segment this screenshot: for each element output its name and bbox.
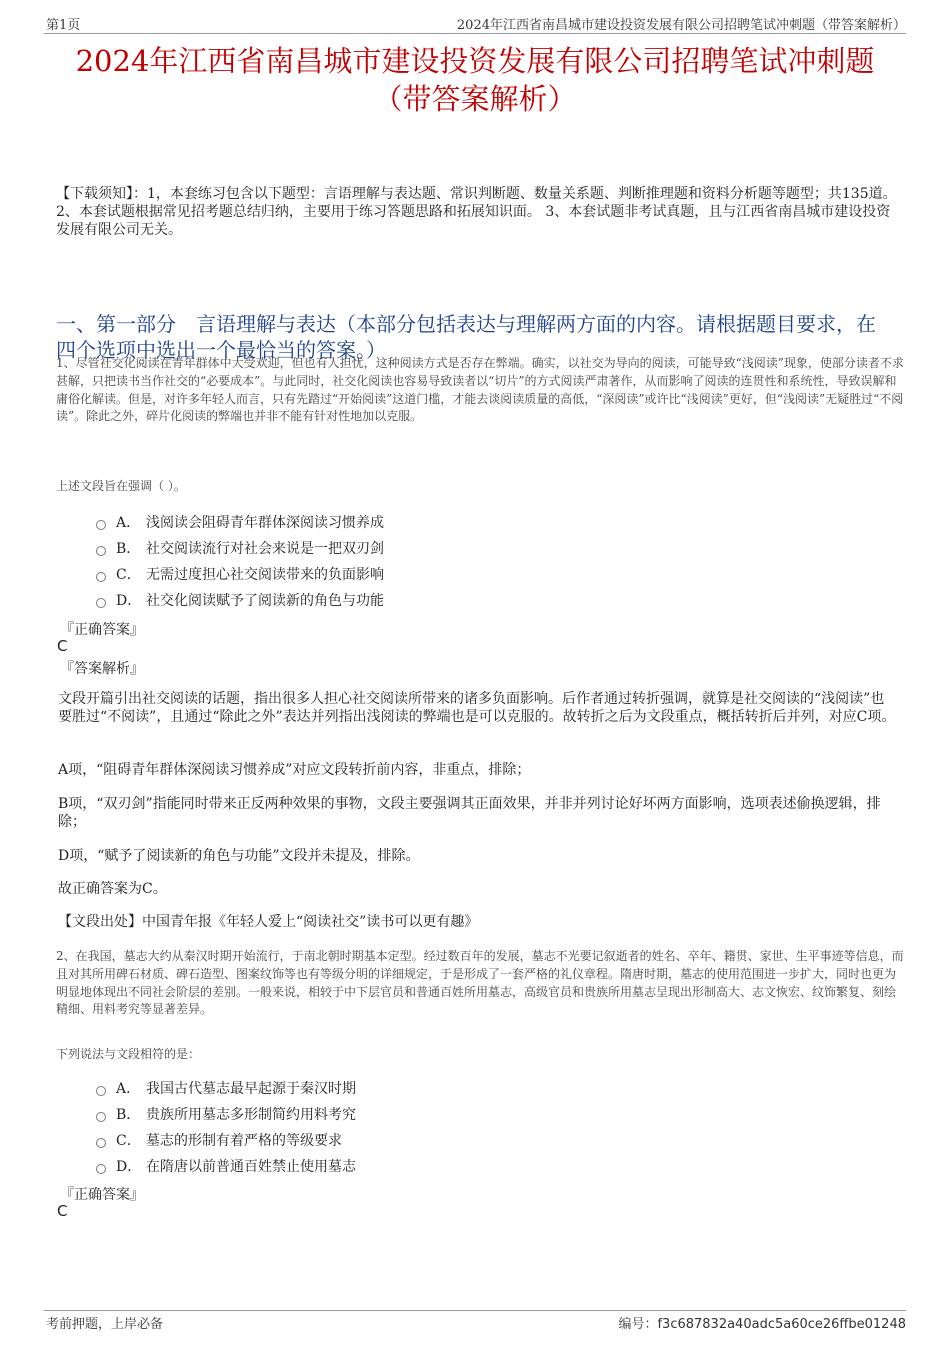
- option-letter: C．: [116, 567, 141, 583]
- radio-icon[interactable]: [96, 1086, 106, 1096]
- footer-divider: [44, 1310, 906, 1311]
- option-letter: B．: [116, 1107, 141, 1123]
- option-d[interactable]: [96, 1153, 596, 1179]
- document-code: [618, 1313, 906, 1332]
- radio-icon[interactable]: [96, 520, 106, 530]
- option-text: 在隋唐以前普通百姓禁止使用墓志: [146, 1159, 356, 1175]
- option-a[interactable]: [96, 509, 596, 535]
- correct-answer: C: [57, 1202, 68, 1220]
- radio-icon[interactable]: [96, 1112, 106, 1122]
- option-text: 社交阅读流行对社会来说是一把双刃剑: [146, 541, 384, 557]
- option-letter: D．: [116, 593, 142, 609]
- radio-icon[interactable]: [96, 1138, 106, 1148]
- option-text: 我国古代墓志最早起源于秦汉时期: [146, 1081, 356, 1097]
- option-text: 浅阅读会阻碍青年群体深阅读习惯养成: [146, 515, 384, 531]
- radio-icon[interactable]: [96, 572, 106, 582]
- analysis-label: 『答案解析』: [60, 661, 144, 677]
- header-divider: [44, 33, 906, 34]
- option-d[interactable]: [96, 587, 596, 613]
- code-label: 编号：: [618, 1317, 658, 1332]
- option-c[interactable]: [96, 1127, 596, 1153]
- question-2-prompt: 下列说法与文段相符的是：: [56, 1047, 201, 1061]
- title-line-2: （带答案解析）: [373, 82, 577, 116]
- analysis-paragraph: 文段开篇引出社交阅读的话题，指出很多人担心社交阅读所带来的诸多负面影响。后作者通过转折强调，就算是社交阅读的“浅阅读”也要胜过“不阅读”，且通过“除此之外”表达并列指出浅阅读的弊端也是可以克服的。故转折之后为文段重点，概括转折后并列，对应C项。: [58, 691, 896, 725]
- analysis-paragraph: A项，“阻碍青年群体深阅读习惯养成”对应文段转折前内容，非重点，排除；: [58, 762, 531, 778]
- option-a[interactable]: [96, 1075, 596, 1101]
- page-number: 第1页: [46, 18, 81, 33]
- option-text: 贵族所用墓志多形制简约用料考究: [146, 1107, 356, 1123]
- question-1-prompt: 上述文段旨在强调（ ）。: [56, 479, 186, 493]
- option-text: 墓志的形制有着严格的等级要求: [146, 1133, 342, 1149]
- option-b[interactable]: [96, 1101, 596, 1127]
- option-text: 社交化阅读赋予了阅读新的角色与功能: [146, 593, 384, 609]
- download-notice: 【下载须知】：1，本套练习包含以下题型：言语理解与表达题、常识判断题、数量关系题、判断推理题和资料分析题等题型；共135道。 2、本套试题根据常见招考题总结归纳，主要用于练习答题思路和拓展知识面。 3、本套试题非考试真题，且与江西省南昌城市建设投资发展有限公司无关。: [56, 186, 897, 238]
- option-letter: A．: [116, 515, 141, 531]
- analysis-paragraph: B项，“双刃剑”指能同时带来正反两种效果的事物，文段主要强调其正面效果，并非并列讨论好坏两方面影响，选项表述偷换逻辑，排除；: [58, 796, 881, 830]
- option-letter: C．: [116, 1133, 141, 1149]
- code-value: f3c687832a40adc5a60ce26ffbe01248: [657, 1317, 906, 1332]
- title-line-1: 2024年江西省南昌城市建设投资发展有限公司招聘笔试冲刺题: [75, 44, 875, 78]
- analysis-paragraph: 故正确答案为C。: [58, 881, 167, 897]
- question-1-text: 1、尽管社交化阅读在青年群体中大受欢迎，但也有人担忧，这种阅读方式是否存在弊端。确实，以社交为导向的阅读，可能导致“浅阅读”现象，使部分读者不求甚解，只把读书当作社交的“必要成本”。与此同时，社交化阅读也容易导致读者以“切片”的方式阅读严肃著作，从而影响了阅读的连贯性和系统性，导致误解和庸俗化解读。但是，对许多年轻人而言，只有先踏过“开始阅读”这道门槛，才能去谈阅读质量的高低，“深阅读”或许比“浅阅读”更好，但“浅阅读”无疑胜过“不阅读”。除此之外，碎片化阅读的弊端也并非不能有针对性地加以克服。: [56, 356, 904, 424]
- header-doc-title: 2024年江西省南昌城市建设投资发展有限公司招聘笔试冲刺题（带答案解析）: [456, 18, 906, 33]
- page-title: [40, 42, 910, 118]
- option-c[interactable]: [96, 561, 596, 587]
- option-letter: D．: [116, 1159, 142, 1175]
- radio-icon[interactable]: [96, 598, 106, 608]
- radio-icon[interactable]: [96, 1164, 106, 1174]
- option-letter: A．: [116, 1081, 141, 1097]
- option-text: 无需过度担心社交阅读带来的负面影响: [146, 567, 384, 583]
- correct-answer-label: 『正确答案』: [60, 1187, 144, 1203]
- radio-icon[interactable]: [96, 546, 106, 556]
- question-2-text: 2、在我国，墓志大约从秦汉时期开始流行，于南北朝时期基本定型。经过数百年的发展，墓志不光要记叙逝者的姓名、卒年、籍贯、家世、生平事迹等信息，而且对其所用碑石材质、碑石造型、图案纹饰等也有等级分明的详细规定，于是形成了一套严格的礼仪章程。隋唐时期，墓志的使用范围进一步扩大，同时也更为明显地体现出不同社会阶层的差别。一般来说，相较于中下层官员和普通百姓所用墓志，高级官员和贵族所用墓志呈现出形制高大、志文恢宏、纹饰繁复、刻绘精细、用料考究等显著差异。: [56, 949, 904, 1017]
- correct-answer: C: [57, 637, 68, 655]
- option-b[interactable]: [96, 535, 596, 561]
- option-letter: B．: [116, 541, 141, 557]
- section-title: 一、第一部分 言语理解与表达（本部分包括表达与理解两方面的内容。请根据题目要求，在四个选项中选出一个最恰当的答案。）: [56, 312, 876, 362]
- question-2-options: [96, 1075, 596, 1179]
- footer-slogan: 考前押题，上岸必备: [46, 1317, 164, 1332]
- question-1-options: [96, 509, 596, 613]
- analysis-paragraph: D项，“赋予了阅读新的角色与功能”文段并未提及，排除。: [58, 848, 420, 864]
- correct-answer-label: 『正确答案』: [60, 622, 144, 638]
- passage-source: 【文段出处】中国青年报《年轻人爱上“阅读社交”读书可以更有趣》: [58, 914, 479, 930]
